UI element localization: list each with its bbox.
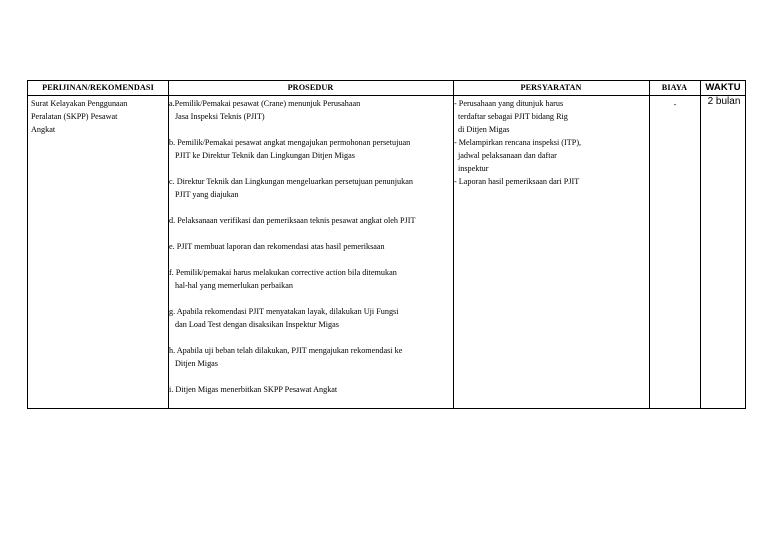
procedure-step [169, 266, 451, 292]
perijinan-line: Peralatan (SKPP) Pesawat [31, 112, 118, 121]
procedure-step-text: h. Apabila uji beban telah dilakukan, PJIT mengajukan rekomendasi ke [169, 346, 403, 355]
procedure-step-text: i. Ditjen Migas menerbitkan SKPP Pesawat Angkat [169, 385, 338, 394]
procedure-step [169, 240, 451, 253]
perijinan-cell [31, 97, 165, 136]
requirement-line: - Melampirkan rencana inspeksi (ITP), [454, 138, 582, 147]
permit-table [27, 80, 746, 409]
perijinan-line: Surat Kelayakan Penggunaan [31, 99, 128, 108]
procedure-step [169, 305, 451, 331]
header-perijinan: PERIJINAN/REKOMENDASI [42, 83, 154, 92]
procedure-step-text: d. Pelaksanaan verifikasi dan pemeriksaan teknis pesawat angkat oleh PJIT [169, 216, 416, 225]
procedure-step-text: Jasa Inspeksi Teknis (PJIT) [175, 112, 265, 121]
procedure-step [169, 383, 451, 396]
requirement-line: - Laporan hasil pemeriksaan dari PJIT [454, 177, 580, 186]
column-divider [700, 81, 701, 408]
procedure-step-text: PJIT yang diajukan [175, 190, 239, 199]
procedure-step-text: b. Pemilik/Pemakai pesawat angkat mengajukan permohonan persetujuan [169, 138, 411, 147]
procedure-step-text: Ditjen Migas [175, 359, 218, 368]
header-persyaratan: PERSYARATAN [520, 83, 582, 92]
biaya-cell: - [673, 100, 677, 109]
prosedur-cell [169, 97, 451, 409]
requirement-line: terdaftar sebagai PJIT bidang Rig [458, 112, 568, 121]
procedure-step-text: c. Direktur Teknik dan Lingkungan mengeluarkan persetujuan penunjukan [169, 177, 413, 186]
requirement-line: di Ditjen Migas [458, 125, 510, 134]
requirement-line: jadwal pelaksanaan dan daftar [458, 151, 557, 160]
procedure-step-text: PJIT ke Direktur Teknik dan Lingkungan Ditjen Migas [175, 151, 355, 160]
procedure-step [169, 136, 451, 162]
procedure-step-text: f. Pemilik/pemakai harus melakukan corrective action bila ditemukan [169, 268, 397, 277]
header-divider [28, 95, 745, 96]
procedure-step-text: e. PJIT membuat laporan dan rekomendasi atas hasil pemeriksaan [169, 242, 385, 251]
perijinan-line: Angkat [31, 125, 56, 134]
procedure-step-text: dan Load Test dengan disaksikan Inspektur Migas [175, 320, 339, 329]
procedure-step [169, 175, 451, 201]
header-waktu: WAKTU [705, 82, 741, 93]
procedure-step [169, 344, 451, 370]
header-prosedur: PROSEDUR [287, 83, 334, 92]
procedure-step [169, 214, 451, 227]
procedure-step [169, 97, 451, 123]
procedure-step-text: hal-hal yang memerlukan perbaikan [175, 281, 293, 290]
requirement-line: inspektur [458, 164, 489, 173]
procedure-step-text: g. Apabila rekomendasi PJIT menyatakan layak, dilakukan Uji Fungsi [169, 307, 399, 316]
procedure-step-text: a.Pemilik/Pemakai pesawat (Crane) menunjuk Perusahaan [169, 99, 361, 108]
waktu-cell: 2 bulan [707, 96, 741, 107]
header-biaya: BIAYA [661, 83, 688, 92]
persyaratan-cell [454, 97, 650, 188]
requirement-line: - Perusahaan yang ditunjuk harus [454, 99, 564, 108]
